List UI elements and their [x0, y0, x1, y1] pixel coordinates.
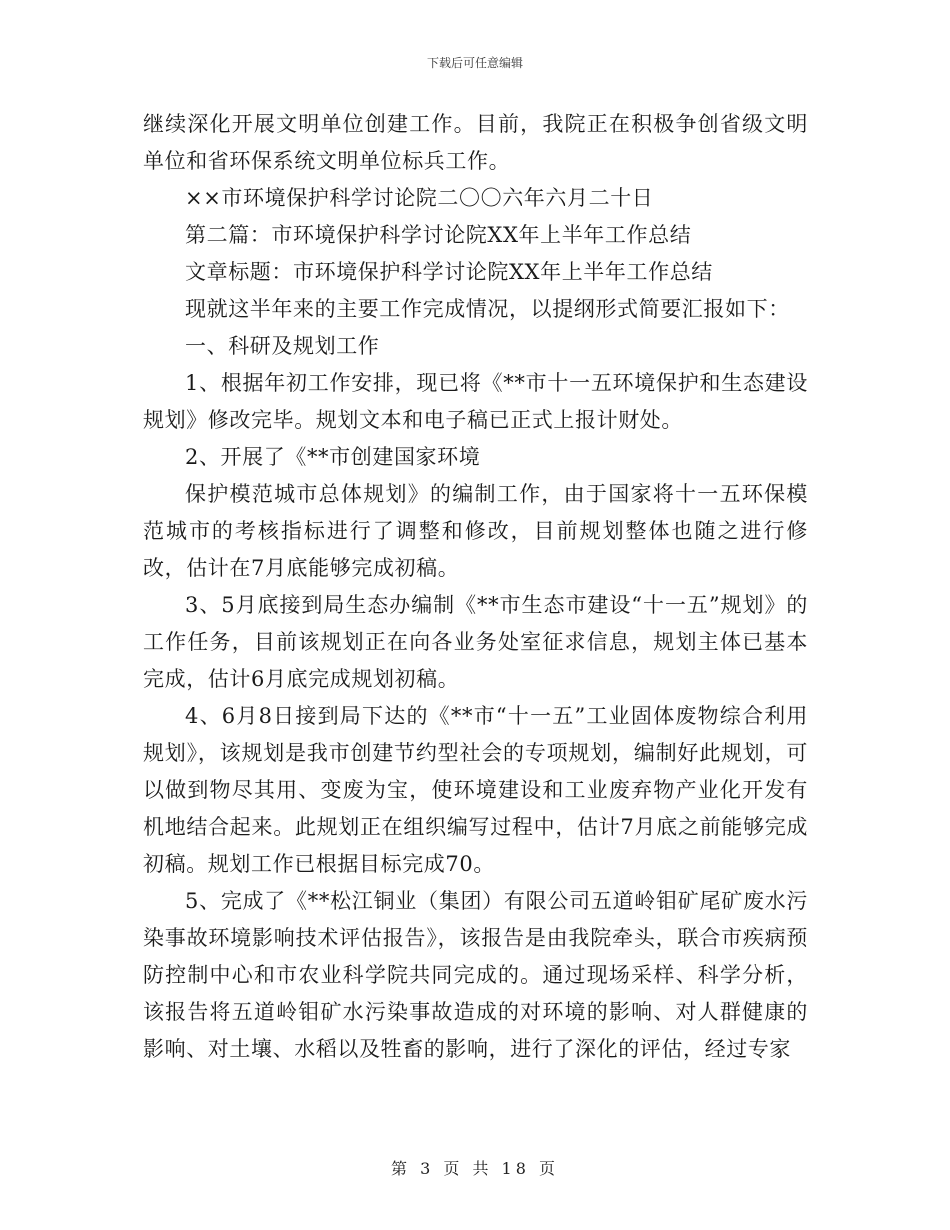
page-header: 下载后可任意编辑: [426, 56, 523, 70]
paragraph-item-4: 4、6月8日接到局下达的《**市“十一五”工业固体废物综合利用规划》，该规划是我市创建节约型社会的专项规划，编制好此规划，可以做到物尽其用、变废为宝，使环境建设和工业废弃物产业化开发有机地结合起来。此规划正在组织编写过程中，估计7月底之前能够完成初稿。规划工作已根据目标完成70。: [143, 704, 808, 876]
paragraph-continuation: 继续深化开展文明单位创建工作。目前，我院正在积极争创省级文明单位和省环保系统文明单位标兵工作。: [143, 112, 808, 173]
paragraph-signature-date: ××市环境保护科学讨论院二〇〇六年六月二十日: [185, 186, 654, 210]
paragraph-intro: 现就这半年来的主要工作完成情况，以提纲形式简要汇报如下：: [185, 297, 790, 321]
paragraph-chapter-title: 第二篇：市环境保护科学讨论院XX年上半年工作总结: [185, 223, 692, 247]
paragraph-item-2-cont: 保护模范城市总体规划》的编制工作，由于国家将十一五环保模范城市的考核指标进行了调整和修改，目前规划整体也随之进行修改，估计在7月底能够完成初稿。: [143, 482, 808, 580]
paragraph-item-1: 1、根据年初工作安排，现已将《**市十一五环境保护和生态建设规划》修改完毕。规划文本和电子稿已正式上报计财处。: [143, 371, 808, 432]
document-body: [143, 106, 808, 1068]
page-number: 第 3 页 共 18 页: [391, 1159, 559, 1178]
paragraph-item-5: 5、完成了《**松江铜业（集团）有限公司五道岭钼矿尾矿废水污染事故环境影响技术评估报告》，该报告是由我院牵头，联合市疾病预防控制中心和市农业科学院共同完成的。通过现场采样、科学分析，该报告将五道岭钼矿水污染事故造成的对环境的影响、对人群健康的影响、对土壤、水稻以及牲畜的影响，进行了深化的评估，经过专家: [143, 889, 808, 1061]
paragraph-item-2: 2、开展了《**市创建国家环境: [185, 445, 481, 469]
section-heading: 一、科研及规划工作: [185, 334, 380, 358]
paragraph-item-3: 3、5月底接到局生态办编制《**市生态市建设“十一五”规划》的工作任务，目前该规划正在向各业务处室征求信息，规划主体已基本完成，估计6月底完成规划初稿。: [143, 593, 808, 691]
paragraph-article-title: 文章标题：市环境保护科学讨论院XX年上半年工作总结: [185, 260, 713, 284]
